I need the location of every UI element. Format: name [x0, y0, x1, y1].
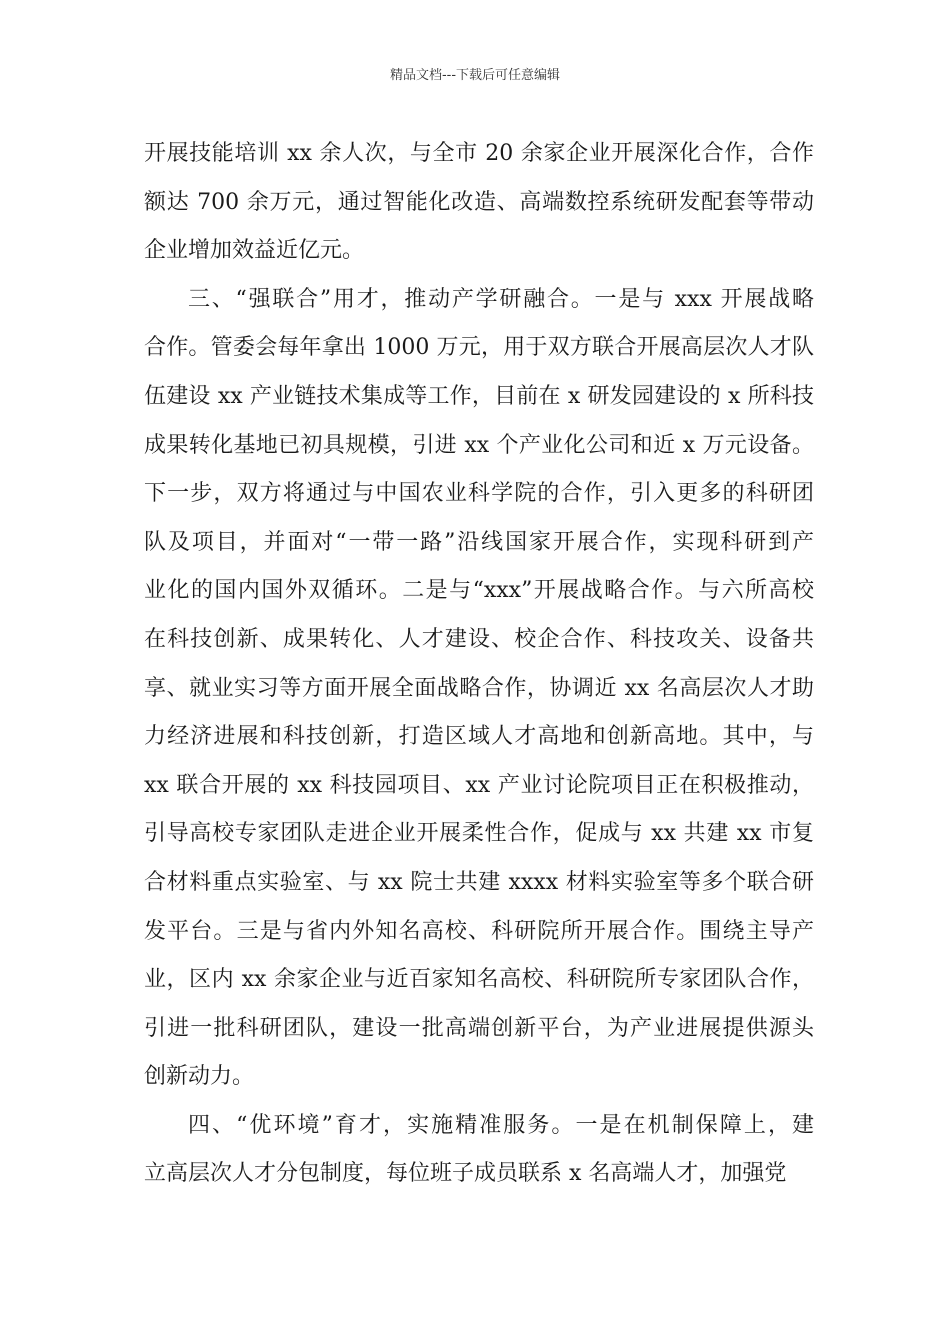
document-body	[144, 130, 814, 1199]
text-line: 力经济进展和科技创新，打造区域人才高地和创新高地。其中，与	[144, 724, 814, 750]
page-header: 精品文档---下载后可任意编辑	[389, 68, 561, 83]
text-line: 引导高校专家团队走进企业开展柔性合作，促成与 xx 共建 xx 市复	[144, 821, 814, 847]
text-line: 合材料重点实验室、与 xx 院士共建 xxxx 材料实验室等多个联合研	[144, 869, 814, 895]
text-line: 业，区内 xx 余家企业与近百家知名高校、科研院所专家团队合作，	[144, 967, 814, 993]
text-line: 引进一批科研团队，建设一批高端创新平台，为产业进展提供源头	[144, 1015, 814, 1041]
text-line: 发平台。三是与省内外知名高校、科研院所开展合作。围绕主导产	[144, 918, 814, 944]
text-line: 开展技能培训 xx 余人次，与全市 20 余家企业开展深化合作，合作	[144, 141, 814, 166]
paragraph	[144, 130, 814, 276]
text-line: 在科技创新、成果转化、人才建设、校企合作、科技攻关、设备共	[144, 626, 814, 652]
text-line: 下一步，双方将通过与中国农业科学院的合作，引入更多的科研团	[144, 481, 814, 507]
text-line: 合作。管委会每年拿出 1000 万元，用于双方联合开展高层次人才队	[144, 335, 814, 361]
text-line: 成果转化基地已初具规模，引进 xx 个产业化公司和近 x 万元设备。	[144, 432, 814, 458]
text-line: 业化的国内国外双循环。二是与“xxx”开展战略合作。与六所高校	[144, 578, 814, 604]
text-line: xx 联合开展的 xx 科技园项目、xx 产业讨论院项目正在积极推动，	[144, 772, 814, 798]
text-line: 四、“优环境”育才，实施精准服务。一是在机制保障上，建	[188, 1112, 814, 1138]
text-line: 企业增加效益近亿元。	[144, 238, 365, 264]
text-line: 立高层次人才分包制度，每位班子成员联系 x 名高端人才，加强党	[144, 1161, 787, 1187]
text-line: 队及项目，并面对“一带一路”沿线国家开展合作，实现科研到产	[144, 529, 814, 555]
text-line: 伍建设 xx 产业链技术集成等工作，目前在 x 研发园建设的 x 所科技	[144, 383, 814, 409]
text-line: 三、“强联合”用才，推动产学研融合。一是与 xxx 开展战略	[188, 286, 814, 312]
text-line: 创新动力。	[144, 1064, 255, 1090]
paragraph	[144, 1102, 814, 1199]
paragraph	[144, 276, 814, 1102]
text-line: 享、就业实习等方面开展全面战略合作，协调近 xx 名高层次人才助	[144, 675, 814, 701]
text-line: 额达 700 余万元，通过智能化改造、高端数控系统研发配套等带动	[144, 189, 814, 215]
